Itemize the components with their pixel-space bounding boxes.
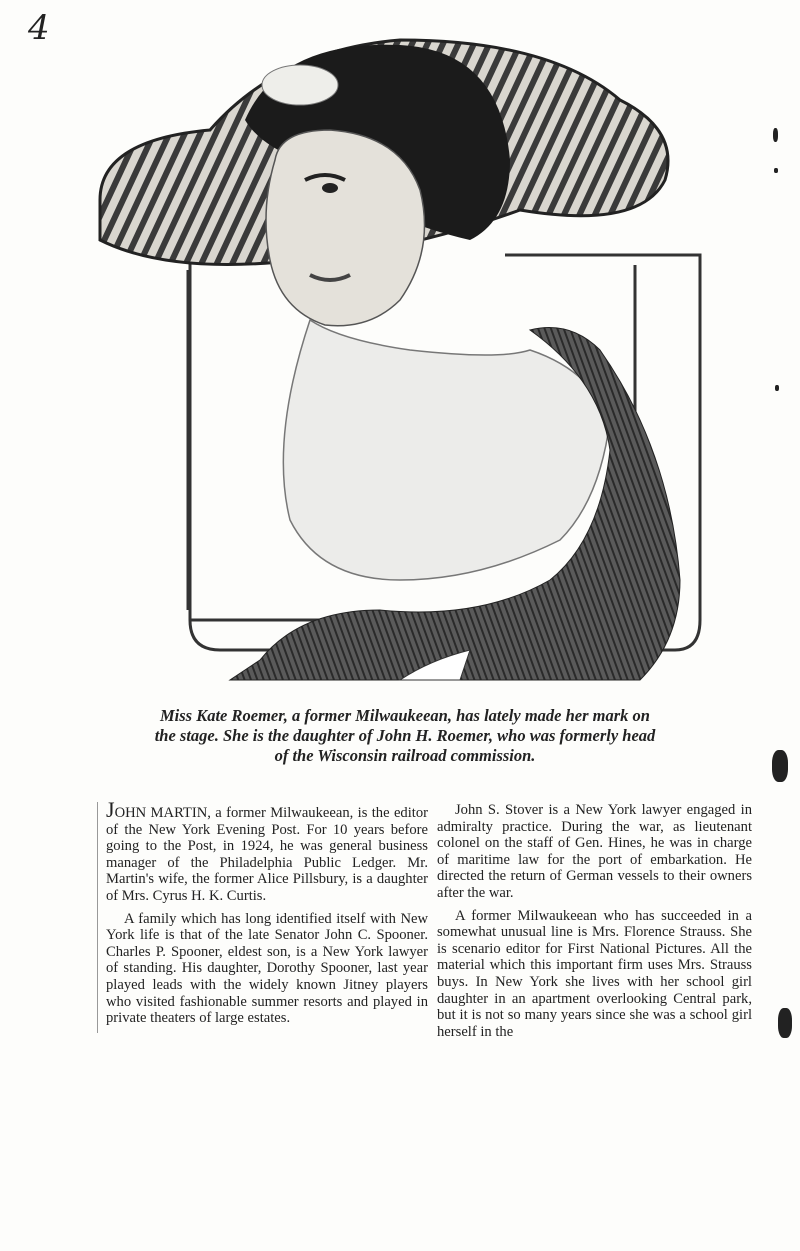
shoulder [283, 320, 610, 580]
face [266, 130, 425, 326]
flower-ornament [262, 65, 338, 105]
scan-speck [772, 750, 788, 782]
article-left-column [97, 797, 428, 1033]
article-paragraph: John S. Stover is a New York lawyer engaged in admiralty practice. During the war, as lieutenant colonel on the staff of Gen. Hines, he was in charge of maritime law for the port of embarkation. He directed the return of German vessels to their owners after the war. [437, 802, 752, 901]
scan-speck [775, 385, 779, 391]
drop-cap: J [106, 797, 115, 822]
scan-speck [774, 168, 778, 173]
paragraph-text: OHN MARTIN, a former Milwaukeean, is the editor of the New York Evening Post. For 10 years before going to the Post, in 1924, he was general business manager of the Philadelphia Public Ledger. Mr. Martin's wife, the former Alice Pillsbury, is a daughter of Mrs. Cyrus H. K. Curtis. [106, 805, 428, 904]
caption-line: of the Wisconsin railroad commission. [274, 746, 536, 765]
article-right-column [437, 802, 752, 1046]
article-paragraph: A family which has long identified itself with New York life is that of the late Senator John C. Spooner. Charles P. Spooner, eldest son, is a New York lawyer of standing. His daughter, Dorothy Spooner, last year played leads with the widely known Jitney players who visited fashionable summer resorts and played in private theaters of large estates. [106, 910, 428, 1027]
page-number: 4 [28, 8, 50, 48]
photo-caption [80, 706, 730, 766]
caption-line: the stage. She is the daughter of John H. Roemer, who was formerly head [154, 726, 656, 745]
article-paragraph [106, 797, 428, 905]
scan-speck [778, 1008, 792, 1038]
scan-speck [773, 128, 778, 142]
article-paragraph: A former Milwaukeean who has succeeded in a somewhat unusual line is Mrs. Florence Strauss. She is scenario editor for First National Pictures. All the material which this important firm uses Mrs. Strauss buys. In New York she lives with her school girl daughter in an apartment overlooking Central park, but it is not so many years since she was a school girl herself in the [437, 907, 752, 1040]
portrait-photo [80, 20, 730, 710]
caption-line: Miss Kate Roemer, a former Milwaukeean, has lately made her mark on [160, 706, 650, 725]
